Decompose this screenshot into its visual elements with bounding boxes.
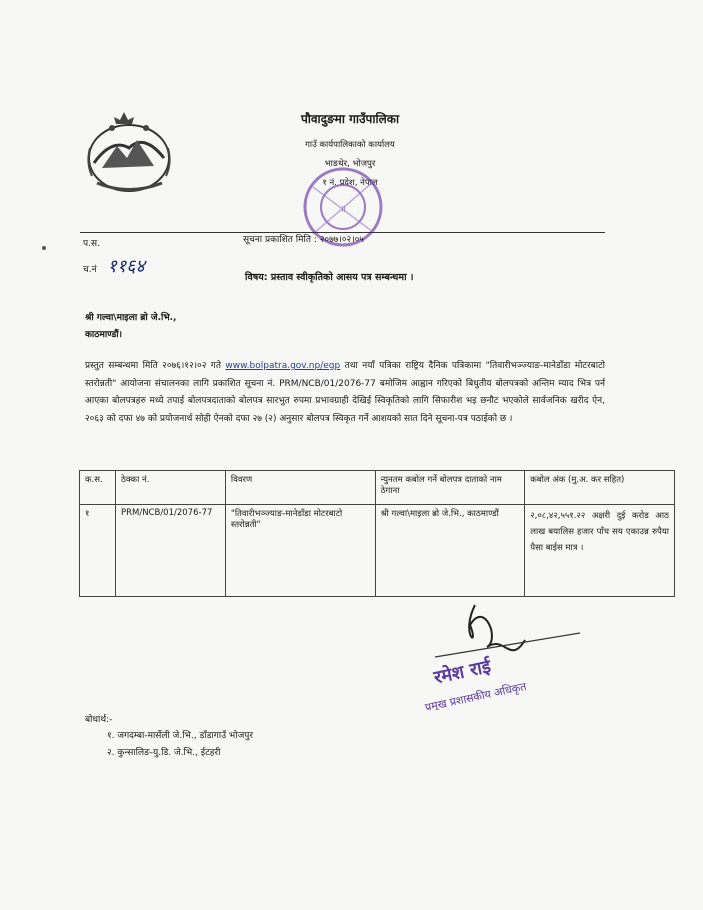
cell-contract-no: PRM/NCB/01/2076-77 <box>115 505 225 597</box>
letter-body <box>85 358 605 428</box>
signature-block <box>415 595 585 710</box>
table-row <box>80 505 675 597</box>
signatory-name: रमेश राई <box>432 656 493 689</box>
notice-date: सूचना प्रकाशित मिति : २०७७।०२।०५ <box>243 235 364 245</box>
bolpatra-link[interactable]: www.bolpatra.gov.np/egp <box>225 361 341 371</box>
body-intro: प्रस्तुत सम्बन्धमा मिति २०७६।१२।०२ गते <box>85 361 221 371</box>
body-main: तथा नयाँ पत्रिका राष्ट्रिय दैनिक पत्रिकामा "तिवारीभञ्ज्याङ-मानेडाँडा मोटरबाटो स्तरोन्नती" आयोजना संचालनका लागि प्रकाशित सूचना नं. PRM/NCB/01/2076-77 बमोजिम आह्वान गरिएको बिधुतीय बोलपत्रको अन्तिम म्याद भित्र पर्न आएका बोलपत्रहरु मध्ये तपाई बोलपत्रदाताको बोलपत्र सारभुत रुपमा प्रभावग्राही देखिई स्विकृतिको लागि सिफारीश भइ छनौट भएकोले सार्वजनिक खरीद ऐन, २०६३ को दफा ४७ को प्रयोजनार्थ सोही ऐनको दफा २७ (२) अनुसार बोलपत्र स्विकृत गर्ने आशयको सात दिने सूचना-पत्र पठाईको छ । <box>85 361 605 424</box>
cn-value: ११६४ <box>107 256 145 277</box>
cell-description: "तिवारीभञ्ज्याङ-मानेडाँडा मोटरबाटो स्तरोन्नती" <box>225 505 375 597</box>
office-name: गाउँ कार्यपालिकाको कार्यालय <box>305 140 395 150</box>
cc-item: १. जगदम्बा-मार्सेली जे.भि., डाँडागाउँ भोजपुर <box>107 731 254 741</box>
government-emblem-icon <box>82 108 177 196</box>
municipality-name: पौवादुङमा गाउँपालिका <box>300 112 400 126</box>
table-header-row <box>80 471 675 505</box>
subject-line: विषय: प्रस्ताव स्वीकृतिको आसय पत्र सम्बन्धमा । <box>245 272 414 283</box>
cn-row <box>83 254 145 278</box>
ps-label: प.स. <box>83 239 100 249</box>
scan-speck <box>42 246 46 250</box>
bid-table <box>79 470 675 597</box>
col-bidder: न्युनतम कबोल गर्ने बोलपत्र दाताको नाम ठेगाना <box>375 471 525 505</box>
col-serial: क.स. <box>80 471 116 505</box>
cell-bidder: श्री गल्वा\माइला ब्रो जे.भि., काठमाण्डौं <box>375 505 525 597</box>
col-contract-no: ठेक्का नं. <box>115 471 225 505</box>
signature-icon <box>415 595 585 710</box>
svg-text:॥: ॥ <box>340 204 346 215</box>
office-address: भाङथेर, भोजपुर <box>324 159 376 169</box>
cc-label: बोधार्थ:- <box>85 715 113 725</box>
cell-amount: २,०८,४२,५५१.२२ अक्षरी दुई करोड आठ लाख बयालिस हजार पाँच सय एकाउन्न रुपैया पैसा बाईस मात्र । <box>525 505 675 597</box>
signatory-title: प्रमुख प्रशासकीय अधिकृत <box>423 679 528 710</box>
recipient-city: काठमाण्डौं। <box>85 330 123 340</box>
cell-serial: १ <box>80 505 116 597</box>
office-province: १ नं. प्रदेश, नेपाल <box>322 178 378 188</box>
col-amount: कबोल अंक (मु.अ. कर सहित) <box>525 471 675 505</box>
cn-label: च.नं <box>83 265 97 275</box>
cc-item: २. कुन्सालिङ-यु.डि. जे.भि., ईटहरी <box>107 748 221 758</box>
col-description: विवरण <box>225 471 375 505</box>
recipient-name: श्री गल्वा\माइला ब्रो जे.भि., <box>85 313 177 323</box>
